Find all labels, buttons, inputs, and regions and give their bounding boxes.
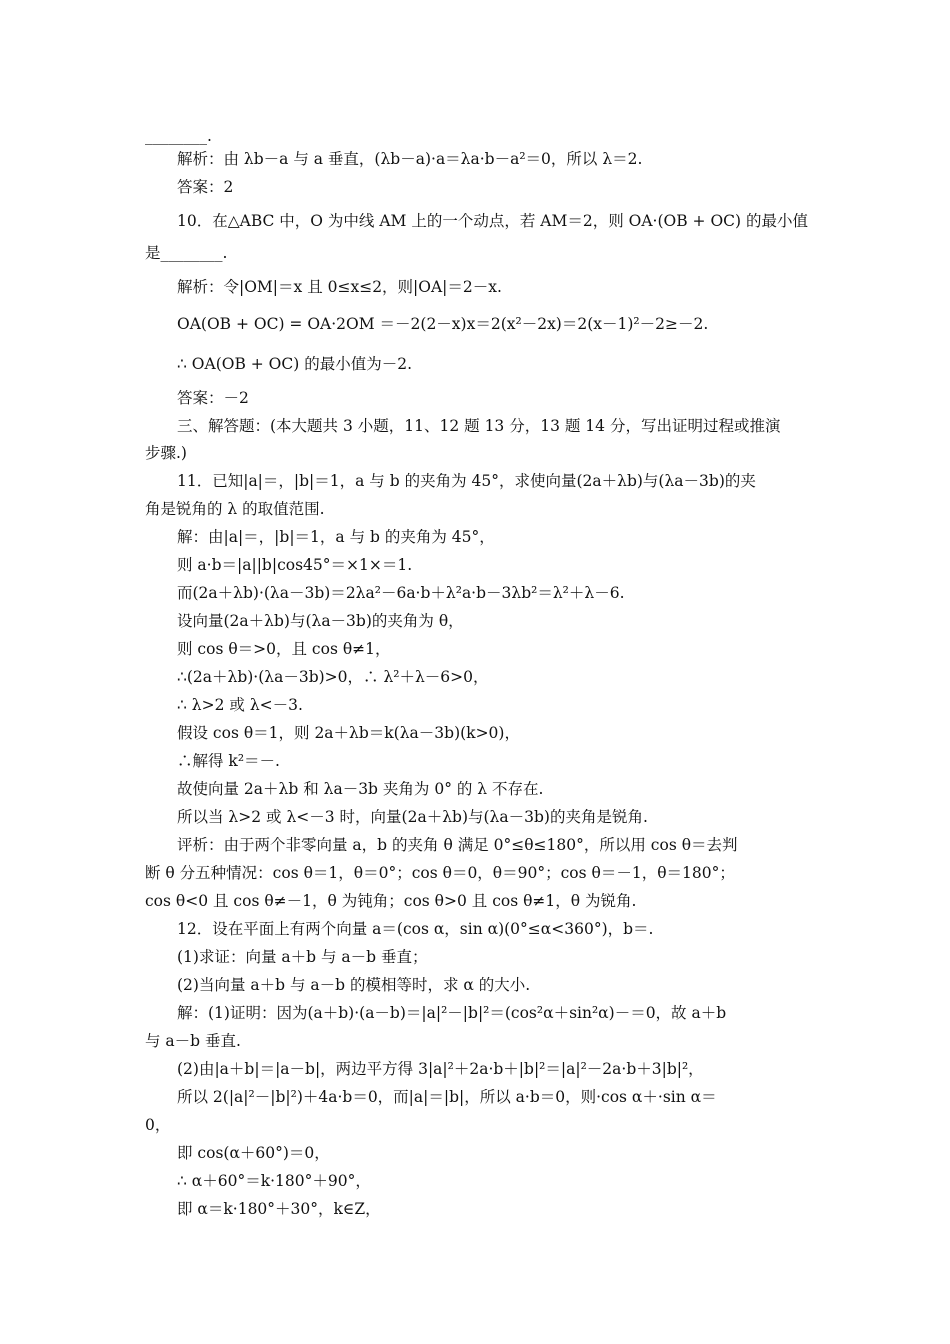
text-line <box>0 388 950 408</box>
line-text: 三、解答题：(本大题共 3 小题，11、12 题 13 分，13 题 14 分，写出证明过程或推演 <box>177 417 781 435</box>
line-text: 断 θ 分五种情况：cos θ＝1，θ＝0°；cos θ＝0，θ＝90°；cos θ＝－1，θ＝180°； <box>145 864 735 882</box>
line-text: 12．设在平面上有两个向量 a＝(cos α，sin α)(0°≤α<360°)，b＝. <box>177 920 654 938</box>
line-text: 11．已知|a|＝，|b|＝1，a 与 b 的夹角为 45°，求使向量(2a＋λb)与(λa－3b)的夹 <box>177 472 756 490</box>
text-line <box>0 891 950 911</box>
text-line <box>0 1115 950 1135</box>
math-line <box>0 314 950 334</box>
line-text: ∴ λ>2 或 λ<－3. <box>177 696 303 714</box>
line-text: 0， <box>145 1116 171 1134</box>
line-text: ∴解得 k²＝－. <box>177 752 280 770</box>
line-text: 答案：－2 <box>177 389 249 407</box>
line-text: 解析：由 λb－a 与 a 垂直，(λb－a)·a＝λa·b－a²＝0，所以 λ＝2. <box>177 150 643 168</box>
text-line <box>0 243 950 263</box>
line-text: (2)当向量 a＋b 与 a－b 的模相等时，求 α 的大小. <box>177 976 531 994</box>
text-line <box>0 1059 950 1079</box>
text-line <box>0 177 950 197</box>
line-text: 所以 2(|a|²－|b|²)＋4a·b＝0，而|a|＝|b|，所以 a·b＝0，则·cos α＋·sin α＝ <box>177 1088 717 1106</box>
line-text: 解析：令|OM|＝x 且 0≤x≤2，则|OA|＝2－x. <box>177 278 502 296</box>
line-text: 解：(1)证明：因为(a＋b)·(a－b)＝|a|²－|b|²＝(cos²α＋sin²α)－＝0，故 a＋b <box>177 1004 727 1022</box>
line-text: cos θ<0 且 cos θ≠－1，θ 为钝角；cos θ>0 且 cos θ≠1，θ 为锐角. <box>145 892 637 910</box>
section-heading <box>0 416 950 436</box>
text-line <box>0 149 950 169</box>
line-text: 与 a－b 垂直. <box>145 1032 241 1050</box>
text-line <box>0 126 950 146</box>
text-line <box>0 1087 950 1107</box>
text-line <box>0 807 950 827</box>
line-text: 而(2a＋λb)·(λa－3b)＝2λa²－6a·b＋λ²a·b－3λb²＝λ²＋λ－6. <box>177 584 625 602</box>
line-text: 角是锐角的 λ 的取值范围. <box>145 500 325 518</box>
line-text: 所以当 λ>2 或 λ<－3 时，向量(2a＋λb)与(λa－3b)的夹角是锐角. <box>177 808 648 826</box>
text-line <box>0 211 950 231</box>
line-text: (2)由|a＋b|＝|a－b|，两边平方得 3|a|²＋2a·b＋|b|²＝|a|²－2a·b＋3|b|²， <box>177 1060 704 1078</box>
text-line <box>0 1171 950 1191</box>
text-line <box>0 277 950 297</box>
line-text: 则 cos θ＝>0，且 cos θ≠1， <box>177 640 391 658</box>
text-line <box>0 555 950 575</box>
line-text: OA(OB + OC) = OA·2OM ＝－2(2－x)x＝2(x²－2x)＝2(x－1)²－2≥－2. <box>177 315 709 333</box>
text-line <box>0 695 950 715</box>
text-line <box>0 835 950 855</box>
text-line <box>0 443 950 463</box>
text-line <box>0 751 950 771</box>
text-line <box>0 1003 950 1023</box>
text-line <box>0 1199 950 1219</box>
text-line <box>0 611 950 631</box>
line-text: 设向量(2a＋λb)与(λa－3b)的夹角为 θ， <box>177 612 464 630</box>
text-line <box>0 583 950 603</box>
line-text: 即 α＝k·180°＋30°，k∈Z， <box>177 1200 381 1218</box>
line-text: 步骤.) <box>145 444 187 462</box>
line-text: 解：由|a|＝，|b|＝1，a 与 b 的夹角为 45°， <box>177 528 495 546</box>
text-line <box>0 1143 950 1163</box>
line-text: ∴ α＋60°＝k·180°＋90°， <box>177 1172 371 1190</box>
text-line <box>0 667 950 687</box>
line-text: ∴ OA(OB + OC) 的最小值为－2. <box>177 355 413 373</box>
line-text: ∴(2a＋λb)·(λa－3b)>0，∴ λ²＋λ－6>0， <box>177 668 489 686</box>
text-line <box>0 723 950 743</box>
math-line <box>0 354 950 374</box>
text-line <box>0 1031 950 1051</box>
text-line <box>0 779 950 799</box>
line-text: ________. <box>145 127 212 145</box>
text-line <box>0 863 950 883</box>
line-text: 则 a·b＝|a||b|cos45°＝×1×＝1. <box>177 556 413 574</box>
text-line <box>0 499 950 519</box>
line-text: 是________. <box>145 244 228 262</box>
line-text: 假设 cos θ＝1，则 2a＋λb＝k(λa－3b)(k>0)， <box>177 724 520 742</box>
text-line <box>0 471 950 491</box>
text-line <box>0 639 950 659</box>
line-text: (1)求证：向量 a＋b 与 a－b 垂直； <box>177 948 428 966</box>
text-line <box>0 919 950 939</box>
text-line <box>0 947 950 967</box>
line-text: 评析：由于两个非零向量 a，b 的夹角 θ 满足 0°≤θ≤180°，所以用 cos θ＝去判 <box>177 836 738 854</box>
line-text: 10．在△ABC 中，O 为中线 AM 上的一个动点，若 AM＝2，则 OA·(OB + OC) 的最小值 <box>177 212 808 230</box>
line-text: 即 cos(α＋60°)＝0， <box>177 1144 330 1162</box>
line-text: 故使向量 2a＋λb 和 λa－3b 夹角为 0° 的 λ 不存在. <box>177 780 544 798</box>
line-text: 答案：2 <box>177 178 234 196</box>
text-line <box>0 975 950 995</box>
text-line <box>0 527 950 547</box>
